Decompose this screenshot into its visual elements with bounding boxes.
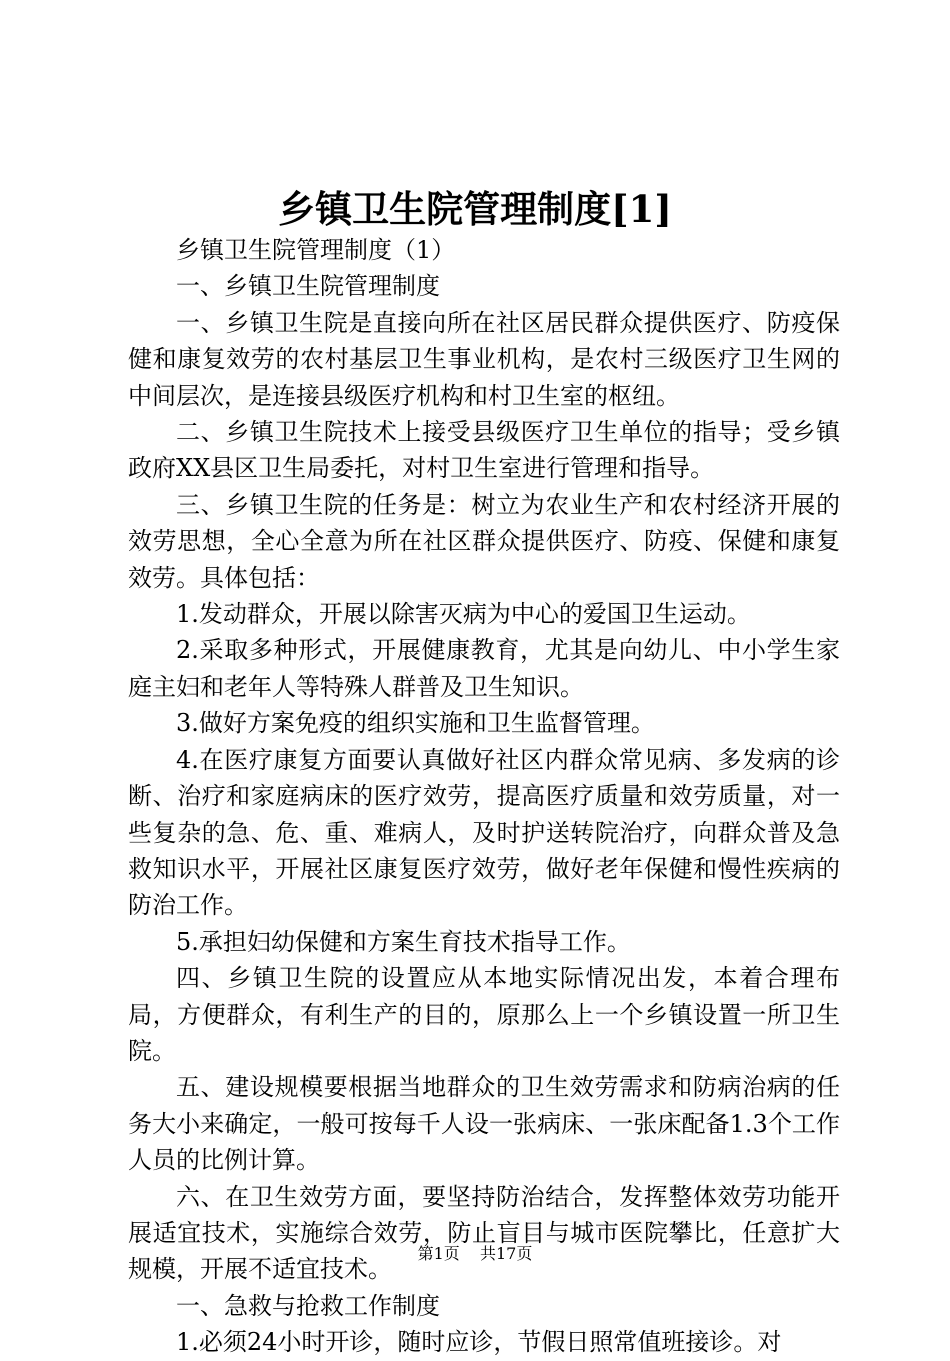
current-page-label: 第1页 bbox=[417, 1244, 460, 1263]
list-item: 1.必须24小时开诊，随时应诊，节假日照常值班接诊。对 bbox=[176, 1328, 782, 1357]
list-item: 2.采取多种形式，开展健康教育，尤其是向幼儿、中小学生家庭主妇和老年人等特殊人群普及卫生知识。 bbox=[128, 636, 840, 701]
section-heading: 一、乡镇卫生院管理制度 bbox=[176, 272, 440, 301]
list-item: 4.在医疗康复方面要认真做好社区内群众常见病、多发病的诊断、治疗和家庭病床的医疗效劳，提高医疗质量和效劳质量，对一些复杂的急、危、重、难病人，及时护送转院治疗，向群众普及急救知识水平，开展社区康复医疗效劳，做好老年保健和慢性疾病的防治工作。 bbox=[128, 745, 840, 920]
paragraph: 四、乡镇卫生院的设置应从本地实际情况出发，本着合理布局，方便群众，有利生产的目的，原那么上一个乡镇设置一所卫生院。 bbox=[128, 964, 840, 1065]
paragraph: 六、在卫生效劳方面，要坚持防治结合，发挥整体效劳功能开展适宜技术，实施综合效劳，防止盲目与城市医院攀比，任意扩大规模，开展不适宜技术。 bbox=[128, 1182, 840, 1284]
paragraph: 乡镇卫生院管理制度（1） bbox=[176, 236, 456, 264]
list-item: 1.发动群众，开展以除害灭病为中心的爱国卫生运动。 bbox=[176, 600, 751, 629]
paragraph: 五、建设规模要根据当地群众的卫生效劳需求和防病治病的任务大小来确定，一般可按每千人设一张病床、一张床配备1.3个工作人员的比例计算。 bbox=[128, 1073, 840, 1175]
section-heading: 一、急救与抢救工作制度 bbox=[176, 1291, 440, 1320]
total-pages-label: 共17页 bbox=[480, 1244, 533, 1263]
paragraph: 二、乡镇卫生院技术上接受县级医疗卫生单位的指导；受乡镇政府XX县区卫生局委托，对村卫生室进行管理和指导。 bbox=[128, 418, 840, 483]
document-title: 乡镇卫生院管理制度[1] bbox=[278, 187, 672, 231]
document-body bbox=[128, 232, 840, 1361]
page-footer bbox=[0, 1242, 950, 1266]
paragraph: 三、乡镇卫生院的任务是：树立为农业生产和农村经济开展的效劳思想，全心全意为所在社区群众提供医疗、防疫、保健和康复效劳。具体包括： bbox=[128, 490, 840, 592]
list-item: 5.承担妇幼保健和方案生育技术指导工作。 bbox=[176, 927, 631, 956]
paragraph: 一、乡镇卫生院是直接向所在社区居民群众提供医疗、防疫保健和康复效劳的农村基层卫生事业机构，是农村三级医疗卫生网的中间层次，是连接县级医疗机构和村卫生室的枢纽。 bbox=[128, 308, 840, 410]
list-item: 3.做好方案免疫的组织实施和卫生监督管理。 bbox=[176, 709, 655, 738]
